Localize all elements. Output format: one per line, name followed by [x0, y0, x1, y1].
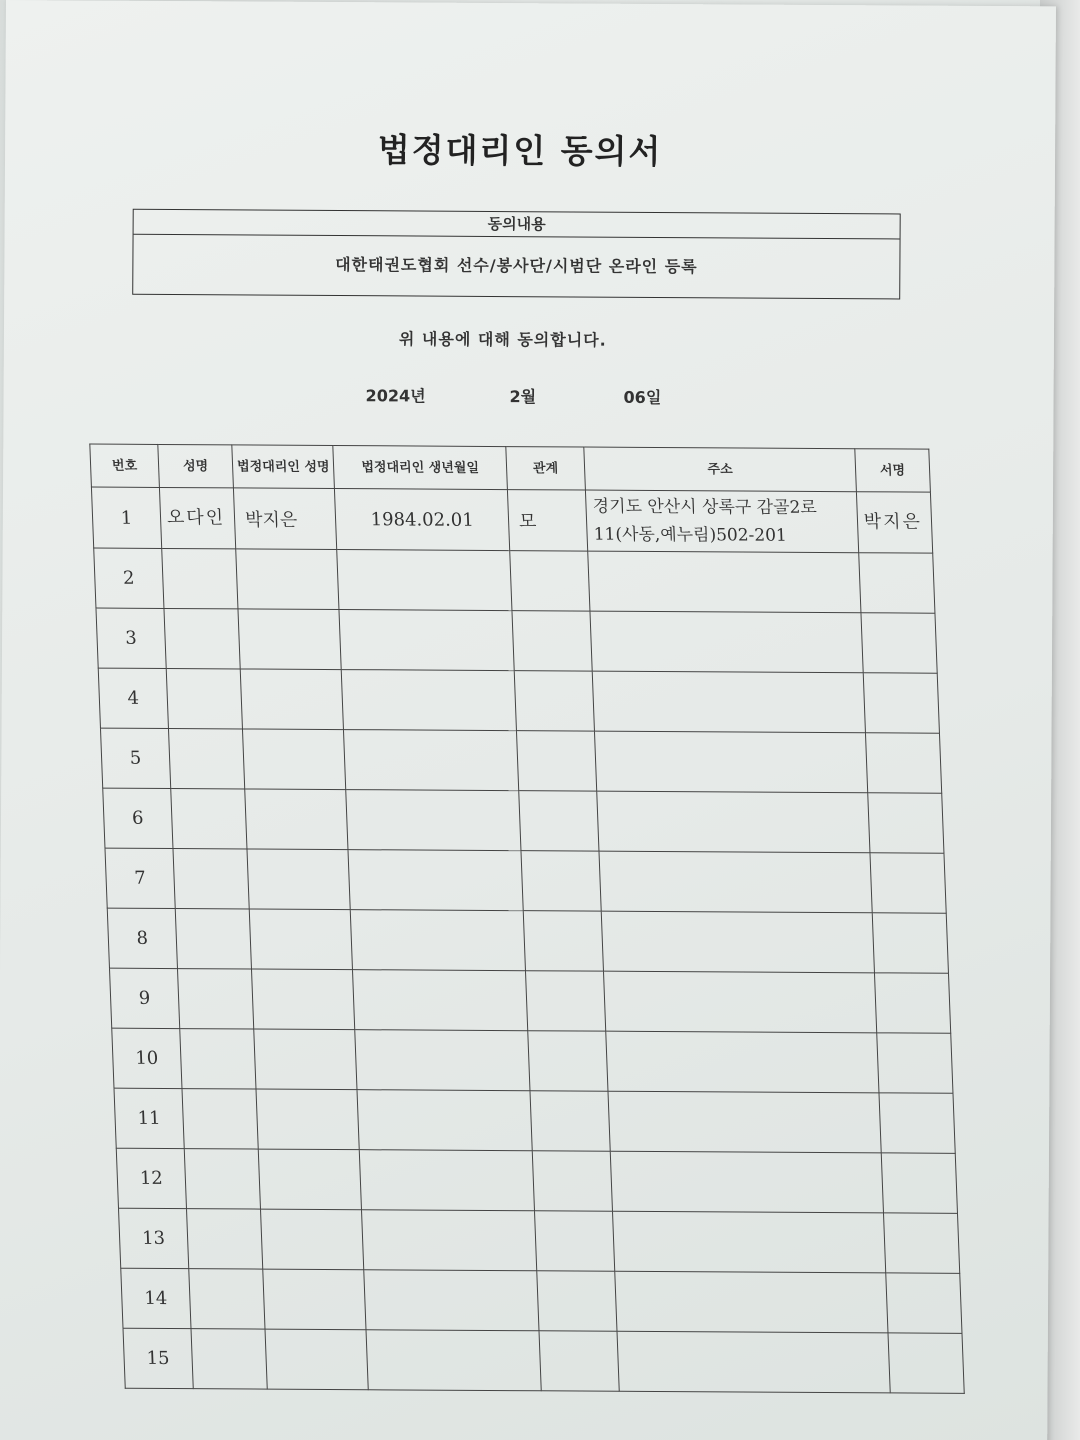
cell-name [180, 1029, 256, 1089]
cell-no: 13 [119, 1208, 189, 1268]
cell-name [168, 729, 244, 789]
cell-guardian-birth [351, 910, 526, 971]
cell-guardian-name [249, 909, 353, 970]
cell-name [184, 1149, 260, 1209]
cell-no: 5 [100, 728, 170, 788]
cell-guardian-birth [366, 1330, 541, 1391]
header-name: 성명 [158, 444, 234, 487]
cell-no: 14 [121, 1268, 191, 1328]
cell-relation [525, 971, 606, 1031]
consent-body: 대한태권도협회 선수/봉사단/시범단 온라인 등록 [335, 255, 698, 277]
cell-address [592, 671, 865, 733]
cell-address [615, 1271, 888, 1333]
cell-name [186, 1209, 262, 1269]
cell-guardian-name [261, 1209, 365, 1270]
cell-address [595, 731, 868, 793]
cell-guardian-birth [364, 1270, 539, 1331]
table-row [121, 1268, 962, 1333]
cell-relation: 모 [507, 490, 588, 551]
cell-guardian-birth [362, 1210, 537, 1271]
cell-signature [877, 1033, 953, 1093]
cell-guardian-birth [344, 730, 519, 791]
cell-address [601, 911, 874, 973]
cell-signature [872, 913, 948, 973]
cell-no: 10 [112, 1028, 182, 1088]
table-row [103, 788, 944, 853]
cell-guardian-name [238, 609, 342, 670]
cell-signature [870, 853, 946, 913]
cell-address [590, 611, 863, 673]
cell-name [177, 969, 253, 1029]
table-row [112, 1028, 953, 1093]
cell-no: 6 [103, 788, 173, 848]
cell-signature: 박지은 [856, 492, 933, 553]
cell-relation [516, 731, 597, 791]
header-no: 번호 [90, 444, 160, 487]
cell-guardian-name [252, 969, 356, 1030]
cell-name [162, 548, 238, 608]
cell-no: 1 [91, 487, 161, 548]
cell-relation [519, 791, 600, 851]
cell-signature [879, 1093, 955, 1153]
cell-relation [512, 611, 593, 671]
cell-no: 4 [98, 668, 168, 728]
cell-guardian-name [245, 789, 349, 850]
document-title: 법정대리인 동의서 [377, 130, 663, 172]
header-address: 주소 [584, 447, 856, 492]
cell-guardian-birth [342, 670, 517, 731]
cell-guardian-name [247, 849, 351, 910]
cell-no: 9 [109, 968, 179, 1028]
cell-address [608, 1091, 881, 1153]
cell-address [597, 791, 870, 853]
cell-address [588, 551, 861, 613]
cell-guardian-name [263, 1269, 367, 1330]
date-day: 06일 [623, 387, 662, 408]
cell-guardian-name [256, 1089, 360, 1150]
cell-relation [537, 1271, 618, 1331]
cell-guardian-name [265, 1329, 369, 1390]
cell-name [191, 1329, 267, 1389]
cell-address [599, 851, 872, 913]
table-row [119, 1208, 960, 1273]
cell-no: 8 [107, 908, 177, 968]
table-header-row [90, 444, 931, 492]
cell-name [182, 1089, 258, 1149]
cell-relation [521, 851, 602, 911]
cell-name [166, 668, 242, 728]
cell-relation [532, 1151, 613, 1211]
cell-relation [510, 551, 591, 611]
cell-signature [886, 1273, 962, 1333]
cell-guardian-birth [353, 970, 528, 1031]
cell-address [613, 1211, 886, 1273]
cell-guardian-birth [337, 550, 512, 611]
table-row [98, 668, 939, 733]
table-row [100, 728, 941, 793]
cell-address [604, 971, 877, 1033]
cell-address [606, 1031, 879, 1093]
cell-name [173, 849, 249, 909]
table-row [96, 608, 937, 673]
table-row [109, 968, 950, 1033]
cell-signature [861, 613, 937, 673]
cell-guardian-birth [339, 610, 514, 671]
cell-signature [867, 793, 943, 853]
table-row [94, 548, 935, 613]
cell-guardian-birth [348, 850, 523, 911]
table-row [116, 1148, 957, 1213]
cell-guardian-name [236, 549, 340, 610]
cell-no: 11 [114, 1088, 184, 1148]
cell-signature [874, 973, 950, 1033]
cell-name [189, 1269, 265, 1329]
cell-guardian-birth [357, 1090, 532, 1151]
cell-address: 경기도 안산시 상록구 감골2로11(사동,예누림)502-201 [586, 490, 859, 553]
table-row [91, 487, 932, 553]
table-row [114, 1088, 955, 1153]
header-guardian-birth: 법정대리인 생년월일 [333, 446, 507, 490]
table-body [91, 487, 964, 1393]
table-row [105, 848, 946, 913]
cell-guardian-birth [346, 790, 521, 851]
cell-guardian-birth: 1984.02.01 [335, 489, 510, 551]
cell-address [610, 1151, 883, 1213]
cell-no: 3 [96, 608, 166, 668]
cell-guardian-name [240, 669, 344, 730]
cell-guardian-name [243, 729, 347, 790]
cell-relation [528, 1031, 609, 1091]
cell-relation [514, 671, 595, 731]
date-year: 2024년 [365, 386, 426, 406]
cell-guardian-birth [355, 1030, 530, 1091]
cell-relation [539, 1331, 620, 1391]
cell-guardian-name: 박지은 [234, 488, 338, 550]
consent-header: 동의내용 [134, 210, 900, 240]
agree-statement: 위 내용에 대해 동의합니다. [398, 329, 607, 350]
date-month: 2월 [509, 387, 537, 407]
header-guardian-name: 법정대리인 성명 [232, 445, 335, 489]
cell-guardian-birth [360, 1150, 535, 1211]
header-relation: 관계 [506, 447, 586, 490]
cell-signature [881, 1153, 957, 1213]
header-signature: 서명 [855, 449, 931, 492]
cell-name [175, 909, 251, 969]
cell-name: 오다인 [159, 487, 235, 548]
cell-guardian-name [254, 1029, 358, 1090]
consent-box [132, 209, 901, 300]
guardian-table [89, 444, 964, 1394]
cell-signature [865, 733, 941, 793]
cell-relation [530, 1091, 611, 1151]
cell-no: 15 [123, 1328, 193, 1388]
cell-no: 7 [105, 848, 175, 908]
cell-signature [883, 1213, 959, 1273]
cell-guardian-name [258, 1149, 362, 1210]
table-row [123, 1328, 964, 1393]
cell-address [617, 1331, 890, 1393]
cell-name [171, 789, 247, 849]
cell-relation [534, 1211, 615, 1271]
cell-no: 12 [116, 1148, 186, 1208]
cell-relation [523, 911, 604, 971]
cell-signature [858, 553, 934, 613]
cell-signature [863, 673, 939, 733]
cell-no: 2 [94, 548, 164, 608]
cell-signature [888, 1333, 964, 1393]
table-row [107, 908, 948, 973]
cell-name [164, 608, 240, 668]
